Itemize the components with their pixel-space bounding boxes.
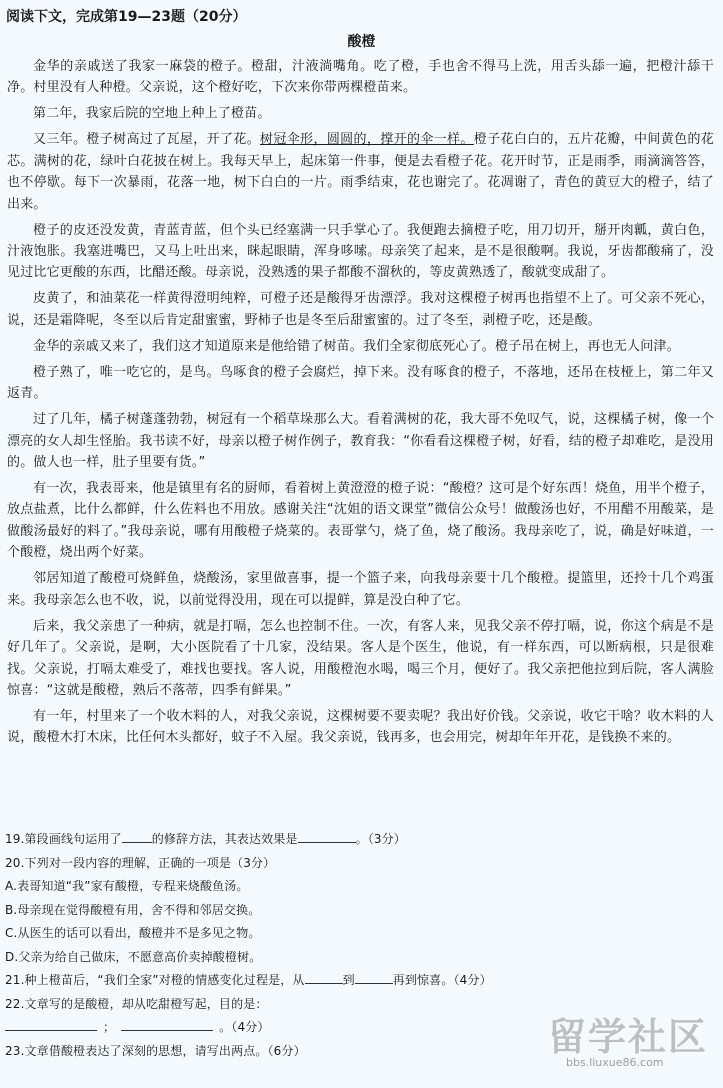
- paragraph: 有一次，我表哥来，他是镇里有名的厨师，看着树上黄澄澄的橙子说：“酸橙？这可是个好东西！烧鱼，用半个橙子，放点盐煮，比什么都鲜，什么佐料也不用放。感谢关注“沈姐的语文课堂”微信公众号！做酸汤也好，不用醋不用酸菜，是做酸汤最好的料了。”我母亲说，哪有用酸橙子烧菜的。表哥掌勺，烧了鱼，烧了酸汤。我母亲吃了，说，确是好味道，一个酸橙，烧出两个好菜。: [7, 481, 714, 561]
- watermark-logo: [548, 1006, 718, 1078]
- paragraph-text: 又三年。橙子树高过了瓦屋，开了花。: [33, 132, 261, 148]
- underlined-sentence: 树冠伞形，圆圆的，撑开的伞一样。: [260, 132, 474, 148]
- paragraph-text: 橙子花白白的，五片花瓣，中间黄色的花芯。满树的花，绿叶白花披在树上。我每天早上，起床第一件事，便是去看橙子花。花开时节，正是雨季，雨滴滴答答，也不停歇。每下一次暴雨，花落一地，树下白白的一片。雨季结束，花也谢完了。花凋谢了，青色的黄豆大的橙子，结了出来。: [7, 132, 714, 212]
- question-21: [5, 969, 717, 993]
- separator: ；: [103, 1020, 116, 1034]
- option-b[interactable]: B.母亲现在觉得酸橙有用，舍不得和邻居交换。: [5, 902, 261, 917]
- article-title: 酸橙: [347, 34, 376, 50]
- question-text: 到: [342, 973, 355, 987]
- paragraph: 金华的亲戚送了我家一麻袋的橙子。橙甜，汁液淌嘴角。吃了橙，手也舍不得马上洗，用舌头舔一遍，把橙汁舔干净。村里没有人种橙。父亲说，这个橙好吃，下次来你带两棵橙苗来。: [7, 59, 714, 96]
- paragraph-with-underline: [7, 129, 714, 215]
- answer-blank[interactable]: [355, 969, 393, 984]
- question-text: 21.种上橙苗后，“我们全家”对橙的情感变化过程是，从: [5, 973, 305, 987]
- answer-blank[interactable]: [5, 1016, 97, 1031]
- paragraph: 第二年，我家后院的空地上种上了橙苗。: [33, 106, 271, 122]
- paragraph: 后来，我父亲患了一种病，就是打嗝，怎么也控制不住。一次，有客人来，见我父亲不停打嗝，说，你这个病是不是好几年了。父亲说，是啊，大小医院看了十几家，没结果。客人是个医生，他说，有一样东西，可以断病根，只是很难找。父亲说，打嗝太难受了，难找也要找。客人说，用酸橙泡水喝，喝三个月，便好了。我父亲把他拉到后院，客人满脸惊喜：“这就是酸橙，熟后不落蒂，四季有鲜果。”: [7, 618, 714, 698]
- paragraph: 过了几年，橘子树蓬蓬勃勃，树冠有一个稻草垛那么大。看着满树的花，我大哥不免叹气，说，这棵橘子树，像一个漂亮的女人却生怪胎。我书读不好，母亲以橙子树作例子，教育我：“你看看这棵橙子树，好看，结的橙子却难吃，是没用的。做人也一样，肚子里要有货。”: [7, 412, 714, 471]
- question-text: 。（3分）: [355, 832, 406, 846]
- question-text: 再到惊喜。（4分）: [392, 973, 492, 987]
- option-c[interactable]: C.从医生的话可以看出，酸橙并不是多见之物。: [5, 926, 261, 940]
- answer-blank[interactable]: [122, 828, 152, 843]
- paragraph: 金华的亲戚又来了，我们这才知道原来是他给错了树苗。我们全家彻底死心了。橙子吊在树上，再也无人问津。: [33, 338, 680, 354]
- question-text: 。（4分）: [219, 1020, 270, 1034]
- watermark-url: bbs.liuxue86.com: [566, 1056, 664, 1069]
- paragraph: 有一年，村里来了一个收木料的人，对我父亲说，这棵树要不要卖呢？我出好价钱。父亲说，收它干啥？收木料的人说，酸橙木打木床，比任何木头都好，蚊子不入屋。我父亲说，钱再多，也会用完，树却年年开花，是钱换不来的。: [7, 708, 714, 746]
- question-19: [5, 828, 717, 852]
- watermark-text: 留学社区: [548, 1015, 709, 1059]
- answer-blank[interactable]: [305, 969, 343, 984]
- paragraph: 皮黄了，和油菜花一样黄得澄明纯粹，可橙子还是酸得牙齿漂浮。我对这棵橙子树再也指望不上了。可父亲不死心，说，还是霜降呢，冬至以后肯定甜蜜蜜，野柿子也是冬至后甜蜜蜜的。过了冬至，剥橙子吃，还是酸。: [7, 291, 714, 328]
- article-body: [7, 56, 714, 753]
- answer-blank[interactable]: [298, 828, 356, 843]
- paragraph: 邻居知道了酸橙可烧鲜鱼，烧酸汤，家里做喜事，提一个篮子来，向我母亲要十几个酸橙。提篮里，还拎十几个鸡蛋来。我母亲怎么也不收，说，以前觉得没用，现在可以提鲜，算是没白种了它。: [7, 571, 714, 608]
- question-text: 的修辞方法，其表达效果是: [151, 832, 298, 846]
- question-text: 19.第段画线句运用了: [5, 832, 122, 846]
- paragraph: 橙子熟了，唯一吃它的，是鸟。鸟啄食的橙子会腐烂，掉下来。没有啄食的橙子，不落地，还吊在枝桠上，第二年又返青。: [7, 364, 714, 402]
- option-a[interactable]: A.表哥知道“我”家有酸橙，专程来烧酸鱼汤。: [5, 879, 249, 893]
- answer-blank[interactable]: [121, 1016, 213, 1031]
- question-20: 20.下列对一段内容的理解，正确的一项是（3分）: [5, 855, 276, 870]
- option-d[interactable]: D.父亲为给自己做床，不愿意高价卖掉酸橙树。: [5, 949, 262, 964]
- question-22: 22.文章写的是酸橙，却从吃甜橙写起，目的是：: [5, 996, 268, 1011]
- question-23: 23.文章借酸橙表达了深刻的思想，请写出两点。（6分）: [5, 1043, 306, 1058]
- section-header: 阅读下文，完成第19—23题（20分）: [6, 9, 247, 25]
- paragraph: 橙子的皮还没发黄，青蓝青蓝，但个头已经塞满一只手掌心了。我便跑去摘橙子吃，用刀切开，掰开肉瓤，黄白色，汁液饱胀。我塞进嘴巴，又马上吐出来，眯起眼睛，浑身哆嗦。母亲笑了起来，是不是很酸啊。我说，牙齿都酸痛了，没见过比它更酸的东西，比醋还酸。母亲说，没熟透的果子都酸不溜秋的，等皮黄熟透了，酸就变成甜了。: [7, 222, 714, 281]
